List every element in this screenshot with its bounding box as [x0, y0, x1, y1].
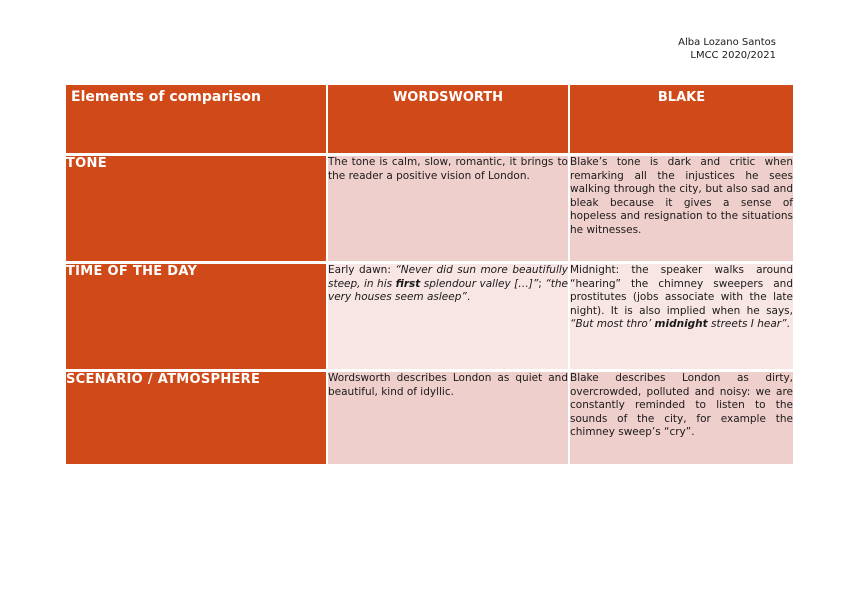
text-span: Midnight: the speaker walks around “hearing” the chimney sweepers and prostitutes (jobs associate with the late night). It is also implied when he says,: [570, 264, 793, 317]
text-span: .: [466, 291, 471, 303]
cell-blake-time: [569, 263, 793, 371]
author-name: Alba Lozano Santos: [678, 37, 776, 48]
quote-span: “Never did sun more beautifully steep, in his: [328, 264, 568, 290]
course-label: LMCC 2020/2021: [690, 50, 776, 61]
bold-word: midnight: [654, 318, 708, 330]
row-label-tone: TONE: [66, 155, 327, 263]
header-wordsworth: WORDSWORTH: [327, 85, 569, 155]
quote-span: splendour valley […]”: [420, 277, 539, 290]
row-label-scenario: SCENARIO / ATMOSPHERE: [66, 371, 327, 465]
quote-span: “the very houses seem asleep”: [328, 277, 568, 303]
quote-span: streets I hear”: [707, 318, 787, 330]
text-span: Early dawn:: [328, 264, 396, 276]
cell-blake-scenario: Blake describes London as dirty, overcrowded, polluted and noisy: we are constantly reminded to listen to the sounds of the city, for example the chimney sweep’s “cry”.: [569, 371, 793, 465]
header-blake: BLAKE: [569, 85, 793, 155]
comparison-table: [66, 85, 793, 464]
cell-wordsworth-scenario: Wordsworth describes London as quiet and beautiful, kind of idyllic.: [327, 371, 569, 465]
row-label-time: TIME OF THE DAY: [66, 263, 327, 371]
cell-blake-tone: Blake’s tone is dark and critic when remarking all the injustices he sees walking through the city, but also sad and bleak because it gives a sense of hopeless and resignation to the situations he witnesses.: [569, 155, 793, 263]
bold-word: first: [395, 277, 421, 290]
text-span: ;: [538, 277, 546, 290]
quote-span: “But most thro’: [570, 318, 655, 330]
text-span: .: [786, 318, 790, 330]
table-row: [66, 155, 793, 263]
cell-wordsworth-tone: The tone is calm, slow, romantic, it brings to the reader a positive vision of London.: [327, 155, 569, 263]
table-row: [66, 263, 793, 371]
table-row: [66, 371, 793, 465]
header-elements: Elements of comparison: [66, 85, 327, 155]
author-block: [678, 36, 776, 62]
cell-wordsworth-time: [327, 263, 569, 371]
table-header-row: [66, 85, 793, 155]
